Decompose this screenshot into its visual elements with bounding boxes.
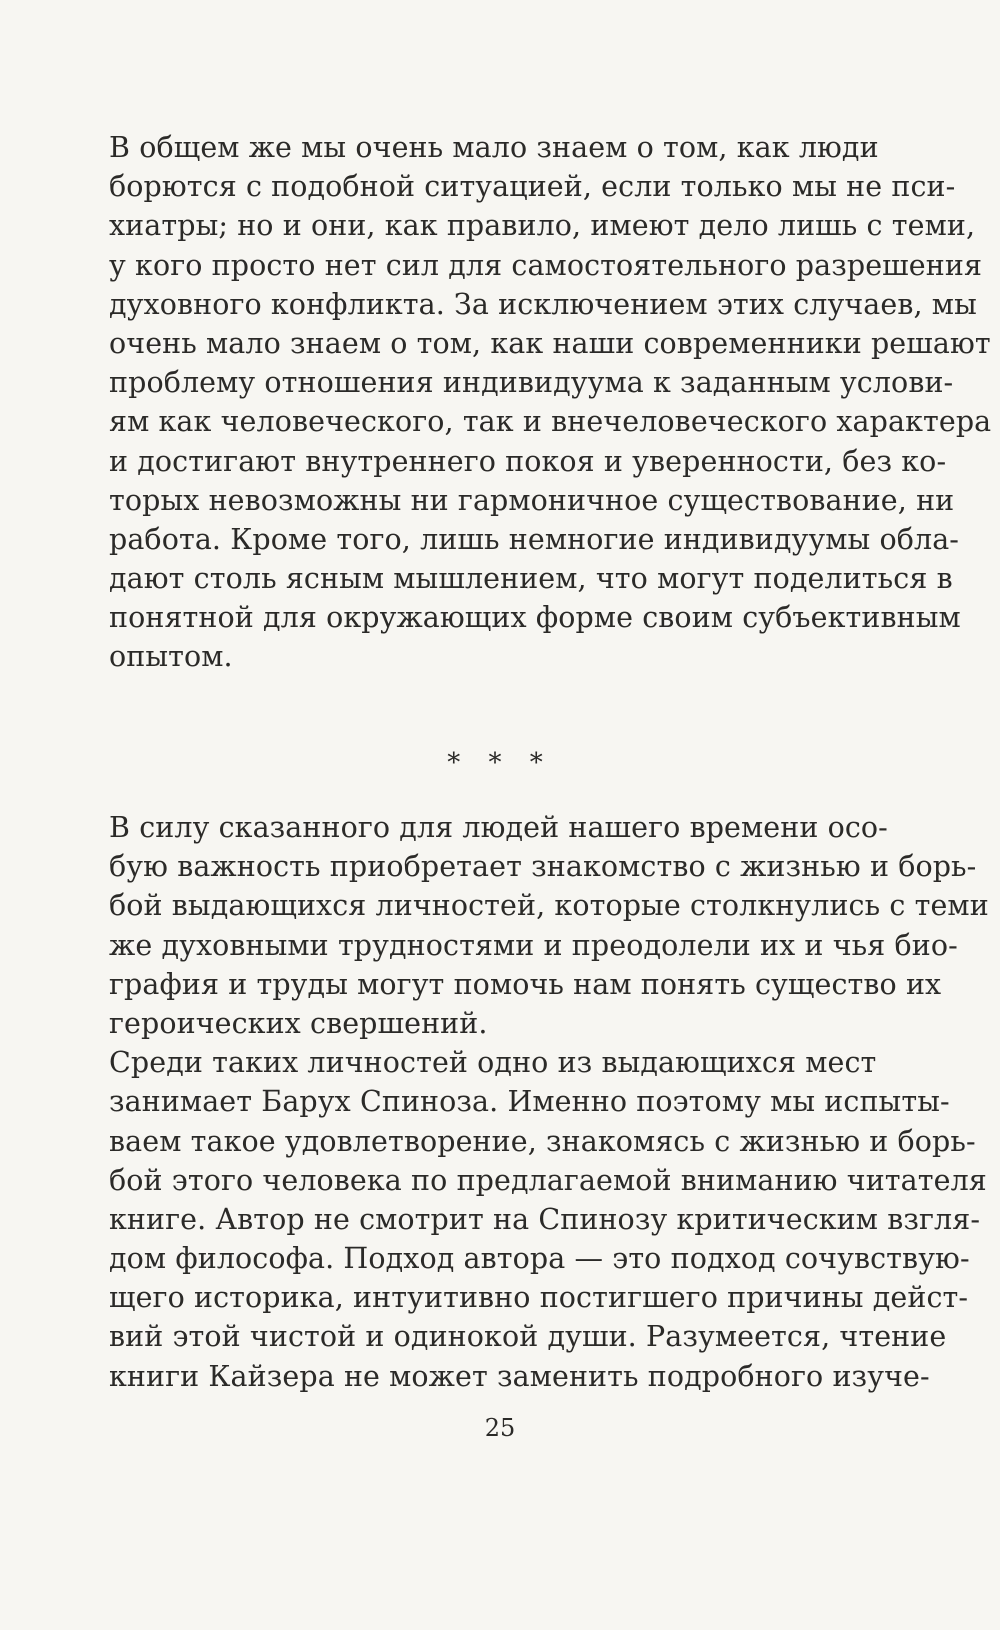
text-line: дают столь ясным мышлением, что могут поделиться в — [109, 562, 953, 596]
section-separator: * * * — [447, 748, 553, 778]
text-line: графия и труды могут помочь нам понять существо их — [109, 967, 942, 1001]
text-line: очень мало знаем о том, как наши современники решают — [109, 326, 991, 360]
text-line: бую важность приобретает знакомство с жизнью и борь- — [109, 850, 977, 884]
paragraph-block-1 — [109, 128, 992, 677]
paragraph-block-2 — [109, 808, 989, 1396]
text-line: хиатры; но и они, как правило, имеют дело лишь с теми, — [109, 209, 976, 243]
text-line: работа. Кроме того, лишь немногие индивидуумы обла- — [109, 522, 960, 556]
text-line: бой выдающихся личностей, которые столкнулись с теми — [109, 889, 989, 923]
text-line: же духовными трудностями и преодолели их и чья био- — [109, 928, 958, 962]
text-line: книге. Автор не смотрит на Спинозу критическим взгля- — [109, 1202, 981, 1236]
text-line: вий этой чистой и одинокой души. Разумеется, чтение — [109, 1320, 947, 1354]
text-line: опытом. — [109, 640, 233, 674]
text-line: Среди таких личностей одно из выдающихся мест — [109, 1046, 877, 1080]
text-line: духовного конфликта. За исключением этих случаев, мы — [109, 287, 977, 321]
text-line: книги Кайзера не может заменить подробного изуче- — [109, 1359, 930, 1393]
text-line: ям как человеческого, так и внечеловеческого характера — [109, 405, 992, 439]
text-line: героических свершений. — [109, 1006, 488, 1040]
text-line: В общем же мы очень мало знаем о том, как люди — [109, 131, 879, 164]
text-line: бой этого человека по предлагаемой вниманию читателя — [109, 1163, 987, 1197]
text-line: у кого просто нет сил для самостоятельного разрешения — [109, 248, 983, 282]
text-line: проблему отношения индивидуума к заданным услови- — [109, 366, 954, 400]
text-line: дом философа. Подход автора — это подход сочувствую- — [109, 1242, 970, 1276]
text-line: торых невозможны ни гармоничное существование, ни — [109, 483, 955, 517]
text-line: щего историка, интуитивно постигшего причины дейст- — [109, 1281, 969, 1315]
text-line: понятной для окружающих форме своим субъективным — [109, 601, 961, 635]
text-line: борются с подобной ситуацией, если только мы не пси- — [109, 170, 956, 204]
page-number: 25 — [484, 1414, 516, 1442]
text-line: занимает Барух Спиноза. Именно поэтому мы испыты- — [109, 1085, 950, 1119]
text-line: ваем такое удовлетворение, знакомясь с жизнью и борь- — [109, 1124, 976, 1158]
text-line: В силу сказанного для людей нашего времени осо- — [109, 811, 888, 844]
text-line: и достигают внутреннего покоя и уверенности, без ко- — [109, 444, 947, 478]
